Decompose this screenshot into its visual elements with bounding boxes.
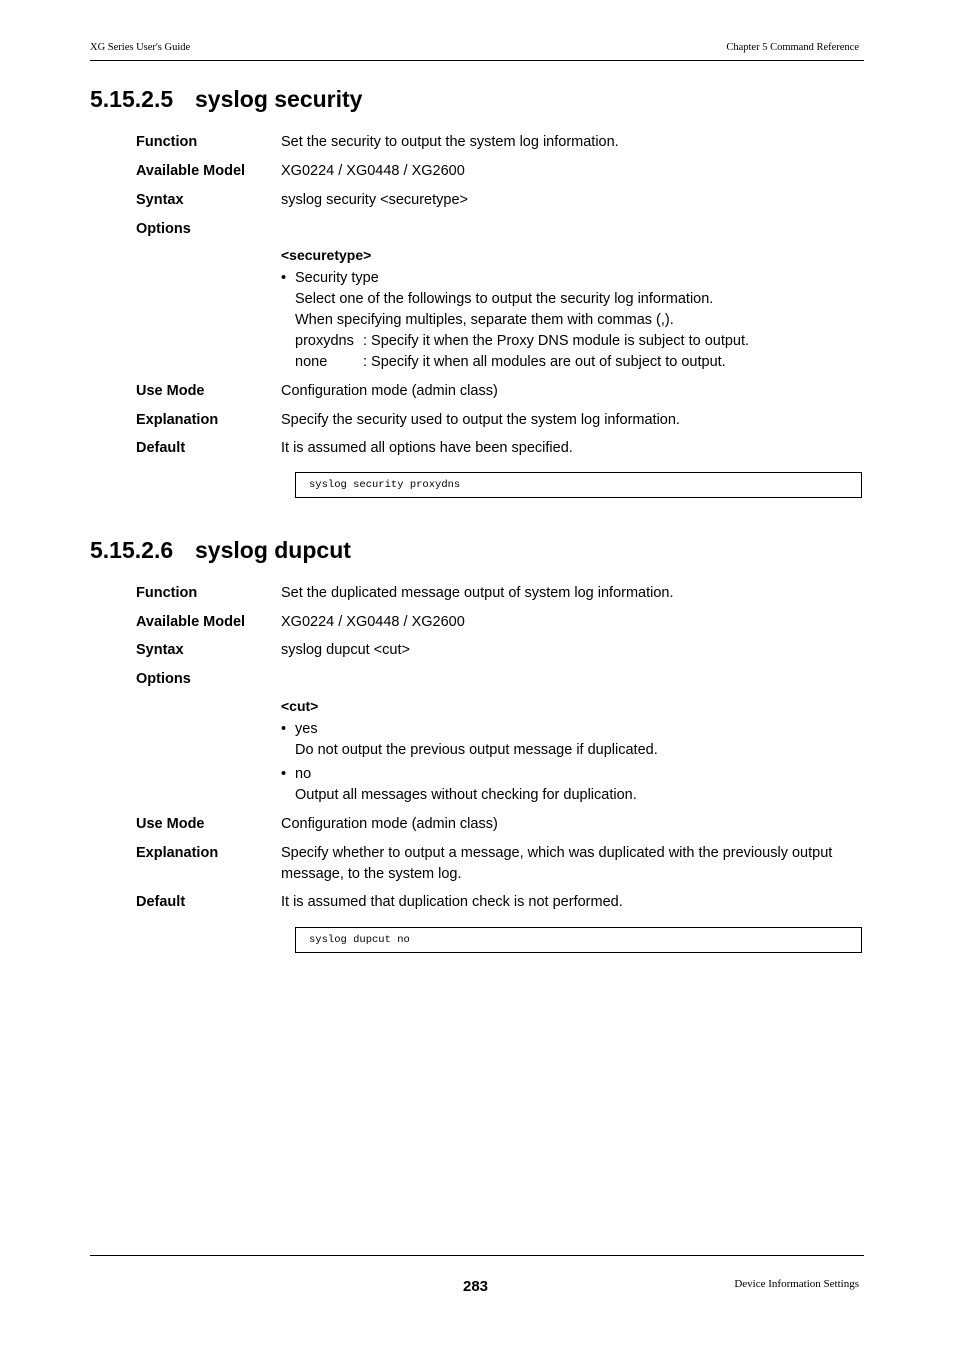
model-label: Available Model: [136, 614, 246, 630]
explanation-label: Explanation: [136, 412, 219, 428]
model-text: XG0224 / XG0448 / XG2600: [281, 614, 465, 630]
usemode-text: Configuration mode (admin class): [281, 383, 498, 399]
header-guide-title: XG Series User's Guide: [90, 42, 191, 53]
options-label: Options: [136, 221, 191, 237]
bullet-dot: •: [281, 766, 287, 782]
bullet-title: yes: [295, 721, 318, 737]
footer-rule: [90, 1255, 864, 1256]
syntax-text: syslog security <securetype>: [281, 192, 468, 208]
section-heading-syslog-security: [90, 86, 362, 113]
explanation-label: Explanation: [136, 845, 219, 861]
option-key: none: [295, 354, 328, 370]
default-label: Default: [136, 440, 186, 456]
option-description: When specifying multiples, separate them with commas (,).: [295, 312, 674, 328]
code-example: syslog security proxydns: [309, 479, 461, 491]
bullet-dot: •: [281, 270, 287, 286]
default-label: Default: [136, 894, 186, 910]
model-label: Available Model: [136, 163, 246, 179]
model-text: XG0224 / XG0448 / XG2600: [281, 163, 465, 179]
bullet-title: Security type: [295, 270, 379, 286]
code-example-box: [295, 472, 862, 498]
usemode-text: Configuration mode (admin class): [281, 816, 498, 832]
explanation-text-line1: Specify whether to output a message, which was duplicated with the previously output: [281, 845, 833, 861]
explanation-text: Specify the security used to output the system log information.: [281, 412, 680, 428]
bullet-description: Do not output the previous output message if duplicated.: [295, 742, 658, 758]
section-number: 5.15.2.5: [90, 86, 174, 112]
syntax-text: syslog dupcut <cut>: [281, 642, 410, 658]
option-name: <cut>: [281, 698, 319, 714]
option-key-description: : Specify it when the Proxy DNS module is subject to output.: [363, 333, 750, 349]
bullet-item-yes: [281, 721, 318, 737]
function-text: Set the duplicated message output of system log information.: [281, 585, 674, 601]
header-chapter-title: Chapter 5 Command Reference: [726, 42, 859, 53]
bullet-title: no: [295, 766, 312, 782]
page-number: 283: [463, 1278, 489, 1295]
section-title: syslog dupcut: [195, 537, 351, 563]
function-text: Set the security to output the system log information.: [281, 134, 619, 150]
section-number: 5.15.2.6: [90, 537, 174, 563]
options-label: Options: [136, 671, 191, 687]
option-description: Select one of the followings to output the security log information.: [295, 291, 714, 307]
option-name: <securetype>: [281, 247, 372, 263]
explanation-text-line2: message, to the system log.: [281, 866, 462, 882]
function-label: Function: [136, 585, 198, 601]
section-title: syslog security: [195, 86, 363, 112]
header-rule: [90, 60, 864, 61]
syntax-label: Syntax: [136, 642, 184, 658]
bullet-dot: •: [281, 721, 287, 737]
syntax-label: Syntax: [136, 192, 184, 208]
bullet-item: [281, 270, 379, 286]
usemode-label: Use Mode: [136, 816, 205, 832]
usemode-label: Use Mode: [136, 383, 205, 399]
option-item-proxydns: [295, 333, 749, 349]
default-text: It is assumed that duplication check is not performed.: [281, 894, 623, 910]
code-example-box: [295, 927, 862, 953]
function-label: Function: [136, 134, 198, 150]
section-heading-syslog-dupcut: [90, 537, 351, 564]
footer-section-title: Device Information Settings: [734, 1278, 859, 1290]
code-example: syslog dupcut no: [309, 934, 410, 946]
option-key-description: : Specify it when all modules are out of subject to output.: [363, 354, 726, 370]
option-item-none: [295, 354, 726, 370]
default-text: It is assumed all options have been specified.: [281, 440, 573, 456]
option-key: proxydns: [295, 333, 354, 349]
bullet-description: Output all messages without checking for duplication.: [295, 787, 637, 803]
bullet-item-no: [281, 766, 311, 782]
